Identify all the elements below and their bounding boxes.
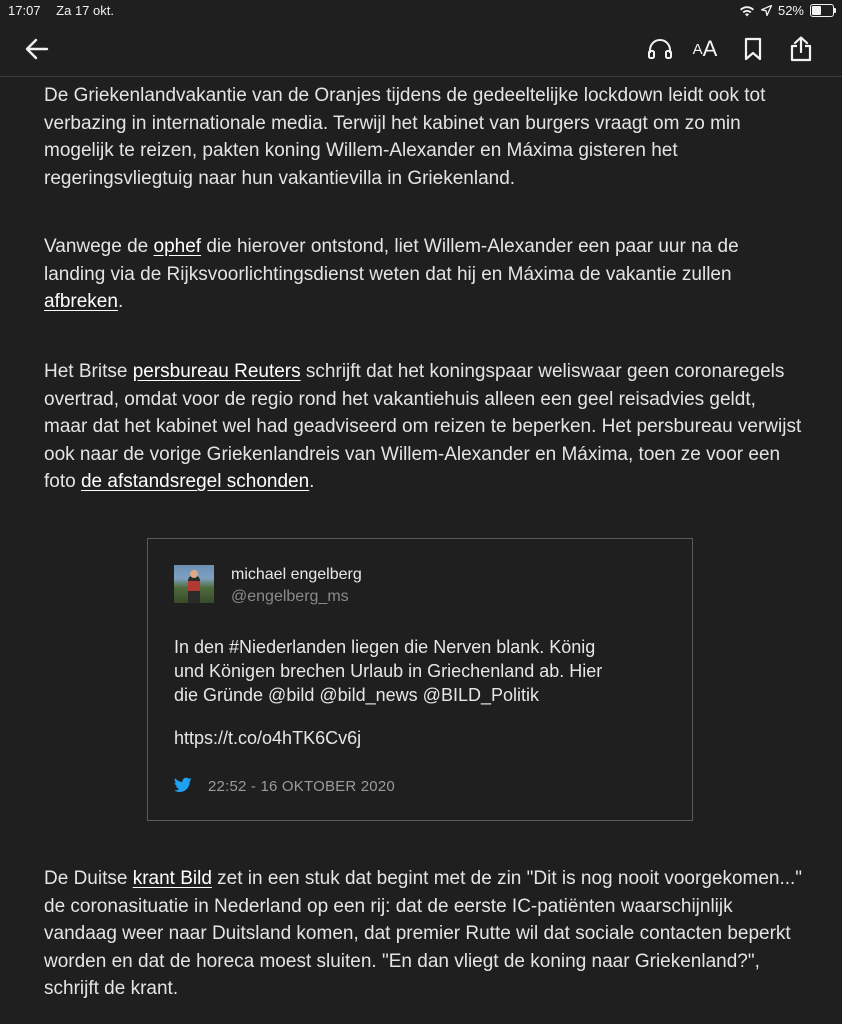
paragraph-3 bbox=[44, 358, 804, 496]
link-afbreken[interactable]: afbreken bbox=[44, 291, 118, 313]
paragraph-3-text-2: schrijft dat het koningspaar weliswaar geen coronaregels overtrad, omdat voor de regio rond het vakantiehuis alleen een geel reisadvies geldt, maar dat het kabinet wel had geadviseerd om reizen te beperken. Het persbureau verwijst ook naar de vorige Griekenlandreis van Willem-Alexander en Máxima, toen ze voor een foto bbox=[44, 361, 802, 493]
link-persbureau-reuters[interactable]: persbureau Reuters bbox=[132, 361, 301, 382]
link-krant-bild[interactable]: krant Bild bbox=[132, 868, 212, 889]
status-right bbox=[739, 3, 834, 18]
paragraph-4 bbox=[44, 865, 804, 1003]
text-size-button[interactable] bbox=[690, 34, 720, 64]
paragraph-2-text-1: Vanwege de bbox=[44, 236, 154, 257]
link-afstandsregel[interactable]: de afstandsregel schonden bbox=[80, 471, 310, 493]
tweet-author-name[interactable]: michael engelberg bbox=[231, 566, 362, 583]
paragraph-2 bbox=[44, 233, 804, 316]
status-left bbox=[8, 3, 126, 18]
status-time: 17:07 bbox=[8, 3, 41, 18]
arrow-left-icon bbox=[25, 38, 49, 60]
embedded-tweet[interactable] bbox=[147, 538, 693, 821]
paragraph-4-text-1: De Duitse bbox=[44, 868, 133, 889]
status-bar bbox=[0, 0, 842, 22]
share-icon bbox=[789, 36, 813, 62]
paragraph-3-text-1: Het Britse bbox=[44, 361, 133, 382]
link-ophef[interactable]: ophef bbox=[153, 236, 202, 257]
avatar-head bbox=[190, 570, 198, 578]
text-size-large-icon: A bbox=[702, 36, 718, 61]
location-icon bbox=[761, 5, 772, 16]
paragraph-2-text-2: die hierover ontstond, liet Willem-Alexander een paar uur na de landing via de Rijksvoorlichtingsdienst weten dat hij en Máxima de vakantie zullen bbox=[44, 236, 739, 285]
tweet-text: In den #Niederlanden liegen die Nerven blank. König und Königen brechen Urlaub in Griechenland ab. Hier die Gründe @bild @bild_news @BILD_Politik bbox=[174, 637, 603, 705]
battery-percentage: 52% bbox=[777, 3, 804, 18]
tweet-date[interactable]: 22:52 - 16 OKTOBER 2020 bbox=[208, 778, 395, 795]
tweet-author-handle[interactable]: @engelberg_ms bbox=[231, 588, 349, 605]
avatar-shirt bbox=[188, 581, 200, 591]
bookmark-button[interactable] bbox=[738, 34, 768, 64]
bookmark-icon bbox=[744, 37, 762, 61]
wifi-icon bbox=[739, 5, 755, 17]
text-size-small-icon: A bbox=[692, 40, 703, 58]
listen-button[interactable] bbox=[645, 34, 675, 64]
status-date: Za 17 okt. bbox=[56, 3, 114, 18]
twitter-bird-icon bbox=[174, 777, 192, 793]
avatar[interactable] bbox=[174, 565, 214, 603]
reader-toolbar bbox=[0, 22, 842, 77]
battery-icon bbox=[810, 4, 834, 17]
paragraph-1: De Griekenlandvakantie van de Oranjes tijdens de gedeeltelijke lockdown leidt ook tot verbazing in internationale media. Terwijl het kabinet van burgers vraagt om zo min mogelijk te reizen, pakten koning Willem-Alexander en Máxima gisteren het regeringsvliegtuig naar hun vakantievilla in Griekenland. bbox=[44, 85, 766, 189]
battery-fill bbox=[812, 6, 821, 15]
tweet-link[interactable]: https://t.co/o4hTK6Cv6j bbox=[174, 728, 362, 748]
paragraph-3-text-3: . bbox=[309, 471, 315, 493]
paragraph-4-text-2: zet in een stuk dat begint met de zin "Dit is nog nooit voorgekomen..." de coronasituatie in Nederland op een rij: dat de eerste IC-patiënten waarschijnlijk vandaag weer naar Duitsland komen, dat premier Rutte wil dat sociale contacten beperkt worden en dat de horeca moest sluiten. "En dan vliegt de koning naar Griekenland?", schrijft de krant. bbox=[44, 868, 803, 1000]
back-button[interactable] bbox=[22, 34, 52, 64]
headphones-icon bbox=[647, 38, 673, 60]
share-button[interactable] bbox=[786, 34, 816, 64]
paragraph-2-text-3: . bbox=[117, 291, 124, 313]
